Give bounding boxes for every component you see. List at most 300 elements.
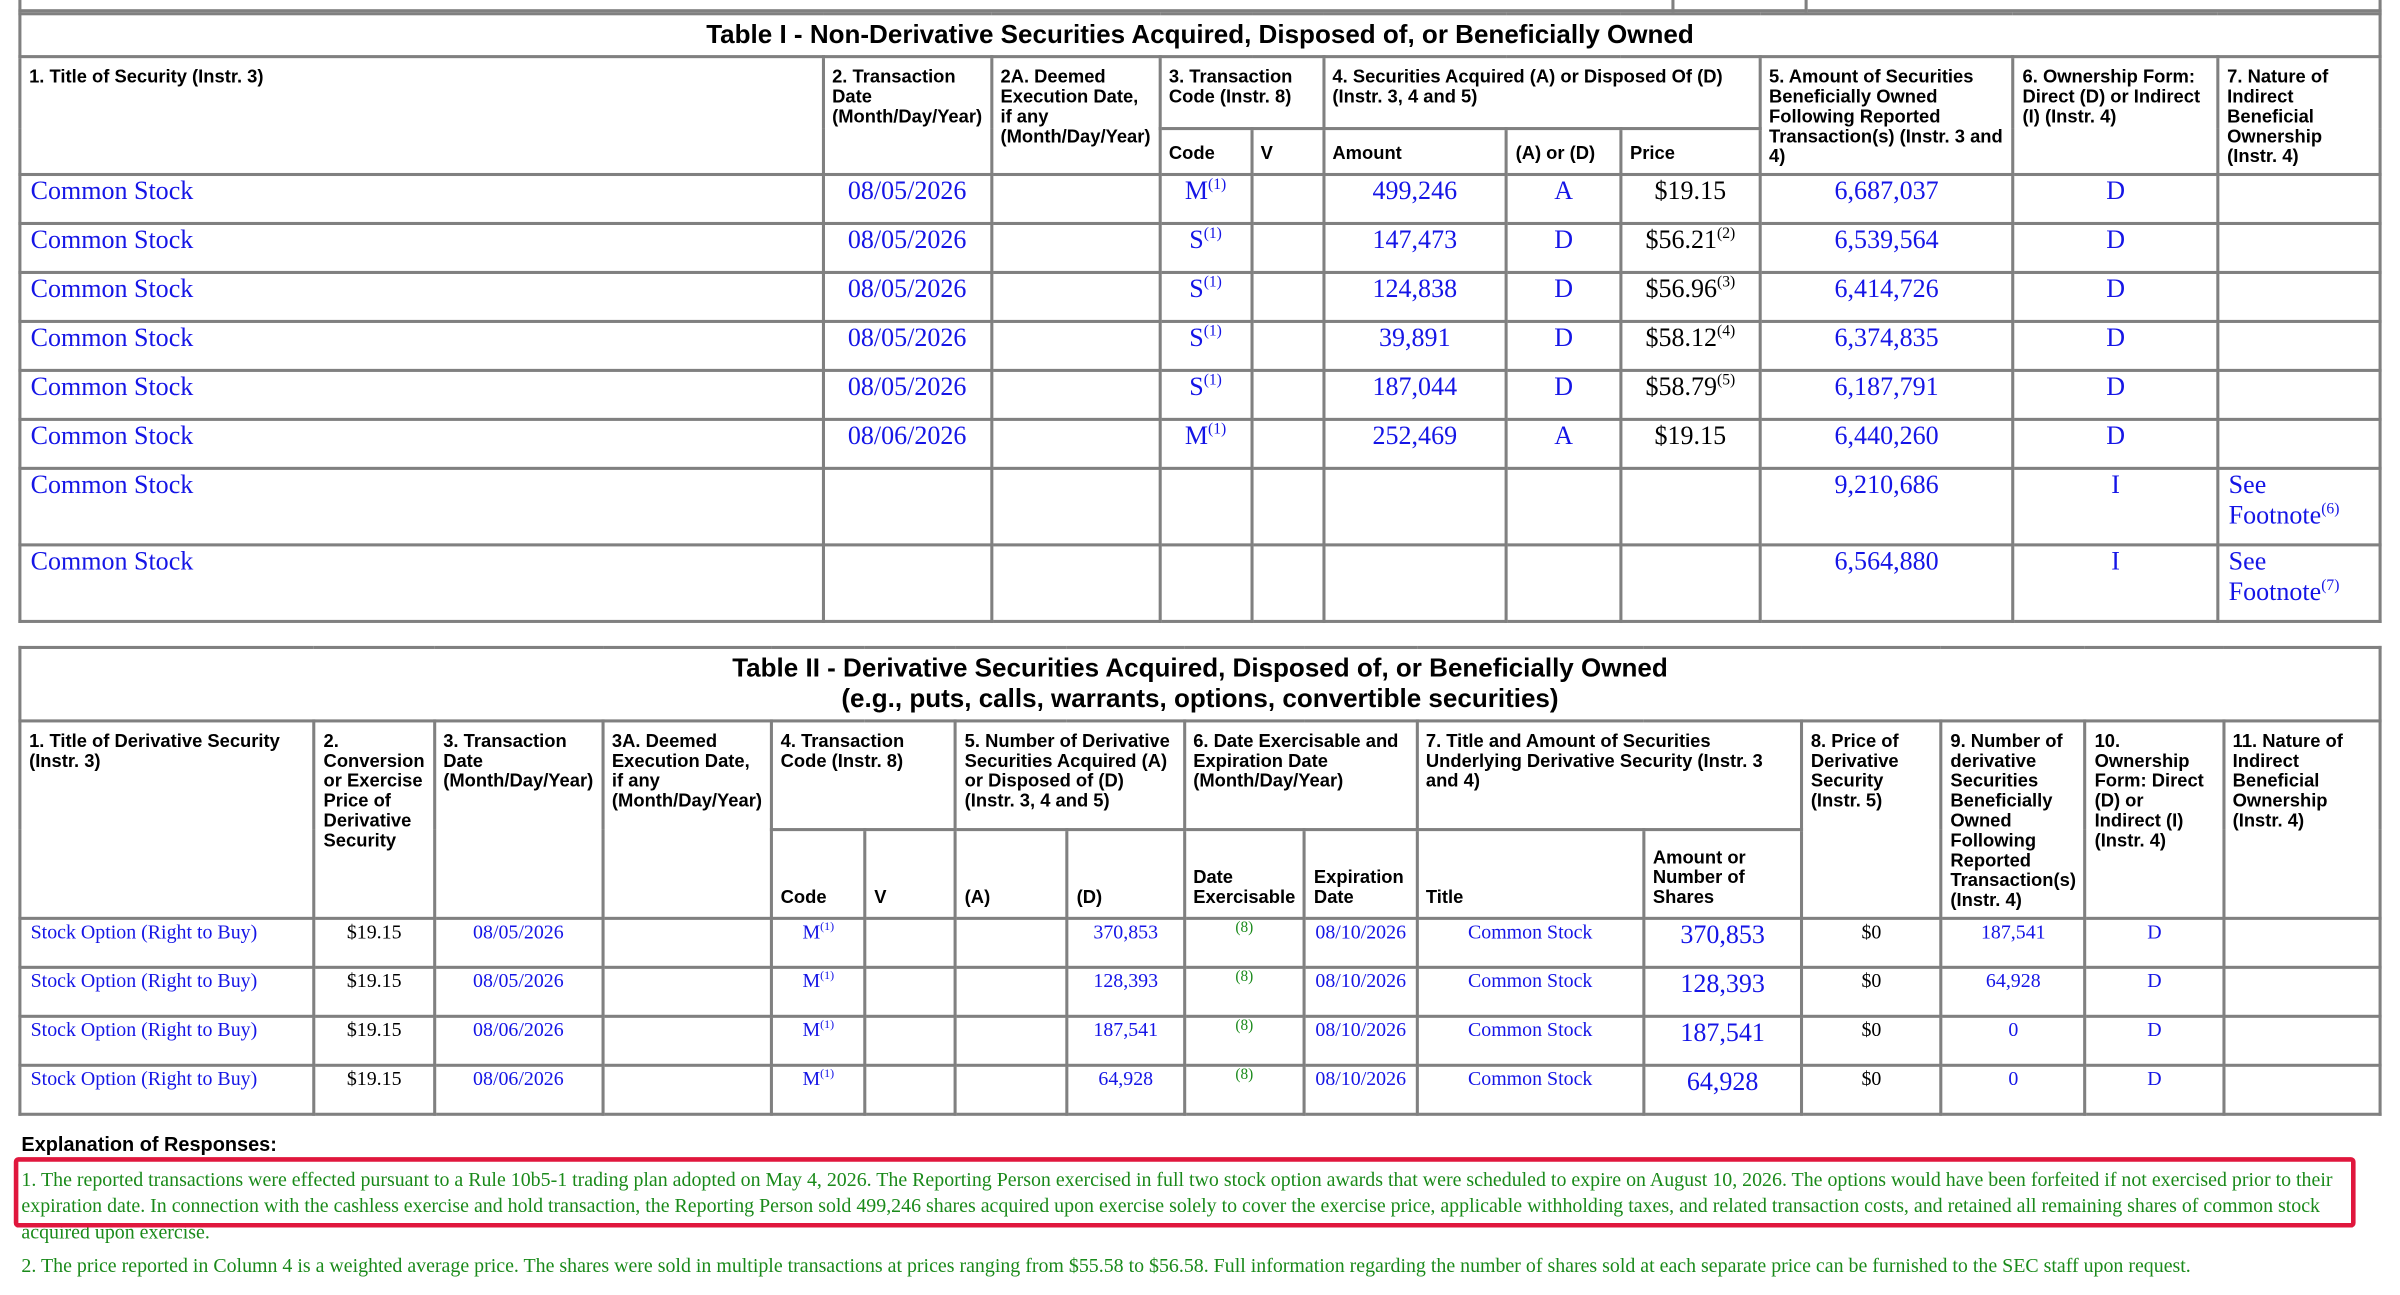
owned-following (1760, 272, 2014, 321)
header-ownership-form: 6. Ownership Form: Direct (D) or Indirect (I) (Instr. 4) (2013, 57, 2218, 175)
transaction-code-footnote-ref[interactable]: (1) (1208, 176, 1227, 194)
ownership-form-text: D (2147, 1017, 2162, 1041)
transaction-code-footnote-ref[interactable]: (1) (820, 968, 835, 983)
nature-of-ownership-footnote-ref[interactable]: (7) (2321, 577, 2340, 595)
nature-of-ownership (2223, 1065, 2380, 1114)
derivative-price (1802, 967, 1942, 1016)
transaction-code-text[interactable]: M (1184, 176, 1209, 206)
transaction-code[interactable] (771, 918, 865, 967)
amount-text: 124,838 (1372, 273, 1458, 304)
price (1621, 321, 1760, 370)
owned-following-text: 6,687,037 (1834, 176, 1939, 206)
transaction-code[interactable] (771, 1016, 865, 1065)
code-v (1251, 370, 1323, 419)
ownership-form (2013, 223, 2218, 272)
table-non-derivative (18, 12, 2381, 623)
transaction-date (434, 967, 603, 1016)
nature-of-ownership (2218, 370, 2380, 419)
transaction-date-text: 08/05/2026 (847, 322, 967, 353)
header-transaction-code: 3. Transaction Code (Instr. 8) (1160, 57, 1324, 128)
owned-following (1760, 370, 2014, 419)
subheader-v: V (865, 829, 955, 918)
security-title[interactable] (20, 272, 823, 321)
ownership-form-text: D (2147, 919, 2162, 943)
transaction-date-text: 08/05/2026 (473, 968, 564, 992)
owned-following-text: 6,440,260 (1834, 420, 1939, 450)
owned-following-text: 6,564,880 (1834, 546, 1939, 576)
derivative-price-text: $0 (1861, 919, 1882, 943)
transaction-date (434, 1065, 603, 1114)
a-or-d-text: D (1554, 273, 1574, 304)
ownership-form-text: D (2106, 371, 2126, 402)
subheader-amount: Amount (1323, 128, 1506, 175)
underlying-amount-text: 370,853 (1680, 919, 1765, 949)
table-row (20, 370, 2380, 419)
code-v (1251, 321, 1323, 370)
derivatives-owned (1941, 1016, 2085, 1065)
owned-following (1760, 223, 2014, 272)
date-exercisable-text[interactable]: (8) (1235, 968, 1254, 986)
disposed-d-text: 64,928 (1098, 1066, 1154, 1090)
derivative-title-text[interactable]: Stock Option (Right to Buy) (30, 968, 258, 992)
price-text: $19.15 (1654, 420, 1727, 450)
security-title-text[interactable]: Common Stock (30, 469, 194, 499)
code-v (1251, 272, 1323, 321)
footnote-1: 1. The reported transactions were effected pursuant to a Rule 10b5-1 trading plan adopted on May 4, 2026. The Reporting Person exercised in full two stock option awards that were scheduled to expire on August 10, 2026. The options would have been forfeited if not exercised prior to their expiration date. In connection with the cashless exercise and hold transaction, the Reporting Person sold 499,246 shares acquired upon exercise solely to cover the exercise price, applicable withholding taxes, and related transaction costs, and retained all remaining shares of common stock acquired upon exercise. (21, 1167, 2333, 1243)
security-title[interactable] (20, 370, 823, 419)
transaction-date-text: 08/05/2026 (847, 176, 967, 206)
a-or-d-text: D (1554, 371, 1574, 402)
derivative-title-text[interactable]: Stock Option (Right to Buy) (30, 1017, 258, 1041)
transaction-code[interactable] (1160, 545, 1252, 622)
acquired-a (956, 1065, 1068, 1114)
price-footnote-ref[interactable]: (4) (1716, 323, 1736, 341)
expiration-date (1305, 1065, 1417, 1114)
disposed-d-text: 128,393 (1093, 968, 1159, 992)
deemed-date (991, 370, 1159, 419)
deemed-date (603, 1016, 772, 1065)
header-derivatives-owned: 9. Number of derivative Securities Beneficially Owned Following Reported Transaction(s) (Instr. 4) (1941, 721, 2085, 918)
transaction-code-text[interactable]: M (802, 1017, 821, 1041)
exercise-price (314, 1065, 434, 1114)
header-number-of-derivatives: 5. Number of Derivative Securities Acquired (A) or Disposed of (D) (Instr. 3, 4 and 5) (956, 721, 1185, 829)
disposed-d-text: 370,853 (1093, 919, 1159, 943)
price (1621, 272, 1760, 321)
transaction-date (434, 918, 603, 967)
transaction-date-text: 08/06/2026 (847, 420, 967, 450)
header-nature-of-ownership: 11. Nature of Indirect Beneficial Ownership (Instr. 4) (2223, 721, 2380, 918)
nature-of-ownership (2218, 223, 2380, 272)
subheader-a: (A) (956, 829, 1068, 918)
transaction-code-text[interactable]: M (802, 1066, 821, 1090)
explanation-label: Explanation of Responses: (21, 1132, 277, 1156)
transaction-date (823, 223, 991, 272)
ownership-form-text: D (2147, 968, 2162, 992)
header-exercisable-expiration: 6. Date Exercisable and Expiration Date (Month/Day/Year) (1184, 721, 1417, 829)
nature-of-ownership-text[interactable]: See Footnote (2228, 469, 2322, 530)
subheader-code: Code (771, 829, 865, 918)
amount (1323, 419, 1506, 468)
transaction-date (823, 545, 991, 622)
price (1621, 468, 1760, 545)
underlying-title-text: Common Stock (1467, 1017, 1593, 1041)
owned-following-text: 6,187,791 (1834, 371, 1939, 402)
subheader-price: Price (1621, 128, 1760, 175)
a-or-d (1506, 321, 1620, 370)
exercise-price (314, 967, 434, 1016)
date-exercisable-text[interactable]: (8) (1235, 919, 1254, 937)
ownership-form-text: D (2147, 1066, 2162, 1090)
date-exercisable-text[interactable]: (8) (1235, 1017, 1254, 1035)
underlying-title-text: Common Stock (1467, 919, 1593, 943)
ownership-form-text: D (2106, 322, 2126, 353)
underlying-amount-text: 64,928 (1686, 1066, 1759, 1096)
ownership-form-text: D (2106, 176, 2126, 206)
disposed-d (1067, 1016, 1184, 1065)
security-title-text[interactable]: Common Stock (30, 371, 194, 402)
date-exercisable[interactable] (1184, 1065, 1305, 1114)
security-title[interactable] (20, 419, 823, 468)
table-row (20, 545, 2380, 622)
acquired-a (956, 918, 1068, 967)
deemed-date (603, 918, 772, 967)
transaction-code-text[interactable]: S (1189, 273, 1204, 304)
derivative-price-text: $0 (1861, 1066, 1882, 1090)
price-text: $56.21 (1645, 224, 1717, 255)
transaction-code-footnote-ref[interactable]: (1) (1208, 421, 1227, 439)
table-row (20, 419, 2380, 468)
transaction-code-text[interactable]: M (1184, 420, 1209, 450)
table-row (20, 321, 2380, 370)
header-ownership-form: 10. Ownership Form: Direct (D) or Indirect (I) (Instr. 4) (2085, 721, 2223, 918)
deemed-date (603, 967, 772, 1016)
table-row (20, 272, 2380, 321)
highlight-box (14, 1157, 2356, 1227)
exercise-price-text: $19.15 (346, 1066, 402, 1090)
ownership-form-text: D (2106, 273, 2126, 304)
derivative-price (1802, 1065, 1942, 1114)
security-title[interactable] (20, 223, 823, 272)
security-title-text[interactable]: Common Stock (30, 273, 194, 304)
price-text: $56.96 (1645, 273, 1717, 304)
header-securities-acquired-disposed: 4. Securities Acquired (A) or Disposed Of (D) (Instr. 3, 4 and 5) (1323, 57, 1760, 128)
transaction-code-footnote-ref[interactable]: (1) (1203, 372, 1222, 390)
transaction-date (823, 321, 991, 370)
deemed-date (991, 545, 1159, 622)
amount-text: 252,469 (1372, 420, 1458, 450)
transaction-code[interactable] (1160, 419, 1252, 468)
owned-following-text: 6,414,726 (1834, 273, 1939, 304)
derivative-title[interactable] (20, 918, 314, 967)
a-or-d (1506, 419, 1620, 468)
amount (1323, 223, 1506, 272)
table-row (20, 223, 2380, 272)
price-text: $58.79 (1645, 371, 1717, 402)
owned-following-text: 6,374,835 (1834, 322, 1939, 353)
code-v (865, 967, 955, 1016)
deemed-date (991, 321, 1159, 370)
price (1621, 545, 1760, 622)
transaction-date-text: 08/05/2026 (847, 224, 967, 255)
transaction-date (823, 272, 991, 321)
amount (1323, 174, 1506, 223)
transaction-code[interactable] (1160, 223, 1252, 272)
amount (1323, 321, 1506, 370)
security-title-text[interactable]: Common Stock (30, 224, 194, 255)
amount-text: 147,473 (1372, 224, 1458, 255)
header-deemed-execution-date: 3A. Deemed Execution Date, if any (Month/Day/Year) (603, 721, 772, 918)
header-conversion-price: 2. Conversion or Exercise Price of Derivative Security (314, 721, 434, 918)
transaction-code[interactable] (771, 1065, 865, 1114)
disposed-d (1067, 967, 1184, 1016)
nature-of-ownership (2218, 321, 2380, 370)
security-title-text[interactable]: Common Stock (30, 420, 194, 450)
owned-following-text: 9,210,686 (1834, 469, 1939, 499)
deemed-date (603, 1065, 772, 1114)
deemed-date (991, 272, 1159, 321)
transaction-code-text[interactable]: S (1189, 322, 1204, 353)
subheader-v: V (1251, 128, 1323, 175)
table-row (20, 1065, 2380, 1114)
underlying-amount (1644, 967, 1802, 1016)
transaction-code[interactable] (1160, 174, 1252, 223)
transaction-code-footnote-ref[interactable]: (1) (1203, 274, 1222, 292)
ownership-form (2085, 1016, 2223, 1065)
code-v (1251, 174, 1323, 223)
nature-of-ownership-footnote-ref[interactable]: (6) (2321, 501, 2340, 518)
owned-following (1760, 419, 2014, 468)
price-text: $19.15 (1654, 176, 1727, 206)
ownership-form (2013, 272, 2218, 321)
ownership-form (2013, 419, 2218, 468)
a-or-d (1506, 545, 1620, 622)
table1-title: Table I - Non-Derivative Securities Acquired, Disposed of, or Beneficially Owned (20, 14, 2380, 57)
amount (1323, 468, 1506, 545)
underlying-title (1417, 1016, 1644, 1065)
derivatives-owned (1941, 918, 2085, 967)
header-derivative-title: 1. Title of Derivative Security (Instr. 3) (20, 721, 314, 918)
transaction-date-text: 08/06/2026 (473, 1017, 564, 1041)
code-v (865, 1065, 955, 1114)
ownership-form (2013, 174, 2218, 223)
derivative-title-text[interactable]: Stock Option (Right to Buy) (30, 1066, 258, 1090)
subheader-expiration-date: Expiration Date (1305, 829, 1417, 918)
ownership-form-text: I (2111, 546, 2120, 576)
exercise-price-text: $19.15 (346, 1017, 402, 1041)
code-v (1251, 223, 1323, 272)
table-row (20, 918, 2380, 967)
ownership-form (2013, 370, 2218, 419)
disposed-d-text: 187,541 (1093, 1017, 1159, 1041)
price (1621, 223, 1760, 272)
security-title-text[interactable]: Common Stock (30, 546, 194, 576)
nature-of-ownership (2223, 967, 2380, 1016)
transaction-code-text[interactable]: S (1189, 371, 1204, 402)
exercise-price (314, 1016, 434, 1065)
nature-of-ownership (2218, 272, 2380, 321)
subheader-a-or-d: (A) or (D) (1506, 128, 1620, 175)
exercise-price-text: $19.15 (346, 968, 402, 992)
underlying-amount (1644, 1016, 1802, 1065)
header-underlying-securities: 7. Title and Amount of Securities Underlying Derivative Security (Instr. 3 and 4) (1417, 721, 1802, 829)
table-derivative (18, 646, 2381, 1116)
header-transaction-code: 4. Transaction Code (Instr. 8) (771, 721, 955, 829)
derivative-title[interactable] (20, 1065, 314, 1114)
transaction-code-text[interactable]: S (1189, 224, 1204, 255)
header-derivative-price: 8. Price of Derivative Security (Instr. 5) (1802, 721, 1942, 918)
amount (1323, 272, 1506, 321)
transaction-date-text: 08/05/2026 (847, 371, 967, 402)
derivatives-owned-text: 0 (2008, 1017, 2019, 1041)
table-row (20, 174, 2380, 223)
expiration-date (1305, 967, 1417, 1016)
ownership-form (2085, 1065, 2223, 1114)
expiration-date-text: 08/10/2026 (1315, 1017, 1407, 1041)
code-v (1251, 468, 1323, 545)
price (1621, 419, 1760, 468)
nature-of-ownership[interactable] (2218, 545, 2380, 622)
ownership-form-text: D (2106, 224, 2126, 255)
derivative-price-text: $0 (1861, 968, 1882, 992)
transaction-date (434, 1016, 603, 1065)
security-title-text[interactable]: Common Stock (30, 176, 194, 206)
price-text: $58.12 (1645, 322, 1717, 353)
underlying-title-text: Common Stock (1467, 1066, 1593, 1090)
table-row (20, 1016, 2380, 1065)
security-title[interactable] (20, 174, 823, 223)
transaction-code[interactable] (1160, 370, 1252, 419)
nature-of-ownership (2218, 419, 2380, 468)
header-transaction-date: 2. Transaction Date (Month/Day/Year) (823, 57, 991, 175)
table-row (20, 967, 2380, 1016)
subheader-date-exercisable: Date Exercisable (1184, 829, 1305, 918)
security-title[interactable] (20, 468, 823, 545)
owned-following (1760, 468, 2014, 545)
expiration-date-text: 08/10/2026 (1315, 1066, 1407, 1090)
ownership-form (2013, 545, 2218, 622)
header-nature-of-ownership: 7. Nature of Indirect Beneficial Ownership (Instr. 4) (2218, 57, 2380, 175)
derivative-price-text: $0 (1861, 1017, 1882, 1041)
transaction-date (823, 468, 991, 545)
disposed-d (1067, 1065, 1184, 1114)
ownership-form (2085, 918, 2223, 967)
amount-text: 39,891 (1379, 322, 1451, 353)
underlying-title (1417, 918, 1644, 967)
transaction-code[interactable] (1160, 272, 1252, 321)
price-footnote-ref[interactable]: (3) (1716, 274, 1736, 292)
date-exercisable-text[interactable]: (8) (1235, 1066, 1254, 1084)
exercise-price-text: $19.15 (346, 919, 402, 943)
price (1621, 370, 1760, 419)
a-or-d (1506, 223, 1620, 272)
date-exercisable[interactable] (1184, 967, 1305, 1016)
owned-following (1760, 545, 2014, 622)
nature-of-ownership-text[interactable]: See Footnote (2228, 546, 2322, 607)
transaction-code[interactable] (1160, 321, 1252, 370)
header-deemed-execution-date: 2A. Deemed Execution Date, if any (Month/Day/Year) (991, 57, 1159, 175)
table2-title: Table II - Derivative Securities Acquired, Disposed of, or Beneficially Owned (732, 653, 1668, 683)
deemed-date (991, 223, 1159, 272)
transaction-code-text[interactable]: M (802, 968, 821, 992)
code-v (1251, 419, 1323, 468)
security-title-text[interactable]: Common Stock (30, 322, 194, 353)
transaction-code[interactable] (1160, 468, 1252, 545)
disposed-d (1067, 918, 1184, 967)
nature-of-ownership (2223, 918, 2380, 967)
owned-following (1760, 321, 2014, 370)
subheader-underlying-amount: Amount or Number of Shares (1644, 829, 1802, 918)
nature-of-ownership (2223, 1016, 2380, 1065)
derivatives-owned-text: 187,541 (1980, 919, 2046, 943)
transaction-code-footnote-ref[interactable]: (1) (820, 919, 835, 934)
acquired-a (956, 1016, 1068, 1065)
amount (1323, 370, 1506, 419)
expiration-date (1305, 918, 1417, 967)
transaction-code-text[interactable]: M (802, 919, 821, 943)
transaction-code-footnote-ref[interactable]: (1) (820, 1066, 835, 1081)
derivative-price (1802, 918, 1942, 967)
expiration-date-text: 08/10/2026 (1315, 968, 1407, 992)
transaction-code[interactable] (771, 967, 865, 1016)
security-title[interactable] (20, 321, 823, 370)
security-title[interactable] (20, 545, 823, 622)
ownership-form (2013, 468, 2218, 545)
nature-of-ownership[interactable] (2218, 468, 2380, 545)
table2-subtitle: (e.g., puts, calls, warrants, options, convertible securities) (841, 684, 1559, 714)
price-footnote-ref[interactable]: (2) (1716, 225, 1736, 243)
price-footnote-ref[interactable]: (5) (1716, 372, 1736, 390)
ownership-form-text: D (2106, 420, 2126, 450)
underlying-amount (1644, 918, 1802, 967)
deemed-date (991, 174, 1159, 223)
transaction-date-text: 08/05/2026 (847, 273, 967, 304)
derivative-title[interactable] (20, 1016, 314, 1065)
derivatives-owned (1941, 967, 2085, 1016)
derivatives-owned (1941, 1065, 2085, 1114)
exercise-price (314, 918, 434, 967)
derivative-title-text[interactable]: Stock Option (Right to Buy) (30, 919, 258, 943)
a-or-d (1506, 272, 1620, 321)
transaction-date-text: 08/05/2026 (473, 919, 564, 943)
nature-of-ownership (2218, 174, 2380, 223)
derivatives-owned-text: 0 (2008, 1066, 2019, 1090)
subheader-d: (D) (1067, 829, 1184, 918)
a-or-d-text: A (1554, 420, 1574, 450)
transaction-code-footnote-ref[interactable]: (1) (1203, 225, 1222, 243)
transaction-code-footnote-ref[interactable]: (1) (820, 1017, 835, 1032)
transaction-date (823, 419, 991, 468)
transaction-date-text: 08/06/2026 (473, 1066, 564, 1090)
deemed-date (991, 468, 1159, 545)
underlying-amount-text: 128,393 (1680, 968, 1765, 998)
amount-text: 499,246 (1372, 176, 1458, 206)
owned-following (1760, 174, 2014, 223)
underlying-amount (1644, 1065, 1802, 1114)
code-v (865, 918, 955, 967)
date-exercisable[interactable] (1184, 918, 1305, 967)
underlying-title-text: Common Stock (1467, 968, 1593, 992)
code-v (1251, 545, 1323, 622)
expiration-date-text: 08/10/2026 (1315, 919, 1407, 943)
owned-following-text: 6,539,564 (1834, 224, 1939, 255)
derivative-title[interactable] (20, 967, 314, 1016)
date-exercisable[interactable] (1184, 1016, 1305, 1065)
underlying-amount-text: 187,541 (1680, 1017, 1765, 1047)
a-or-d-text: A (1554, 176, 1574, 206)
header-amount-owned: 5. Amount of Securities Beneficially Owned Following Reported Transaction(s) (Instr. 3 and 4) (1760, 57, 2014, 175)
table-row (20, 468, 2380, 545)
transaction-code-footnote-ref[interactable]: (1) (1203, 323, 1222, 341)
